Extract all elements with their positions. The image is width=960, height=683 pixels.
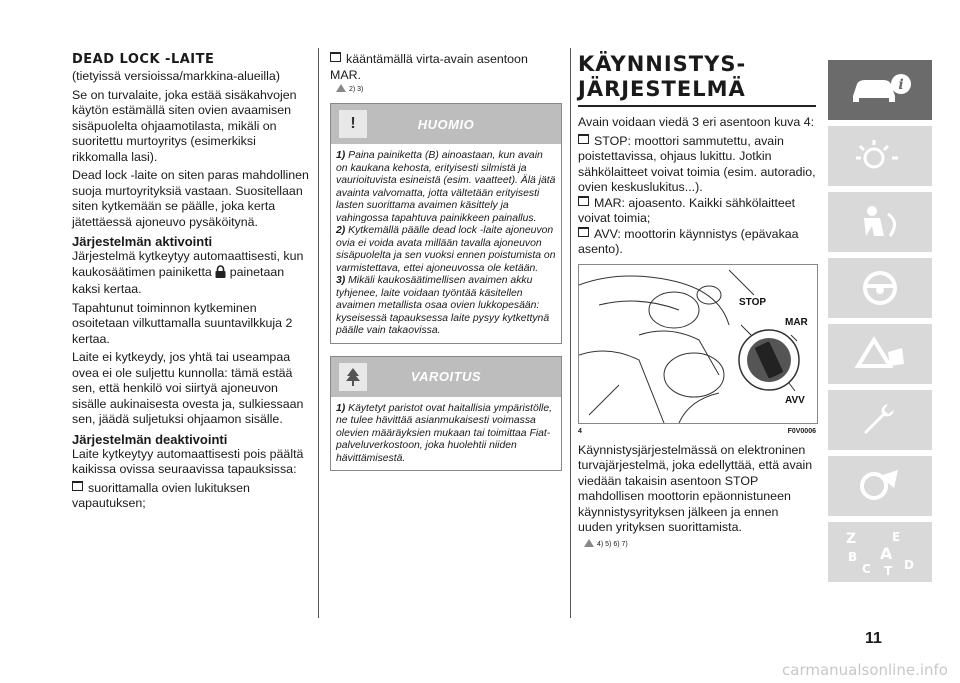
svg-text:i: i	[898, 77, 904, 93]
section-title-dead-lock: DEAD LOCK -LAITE	[72, 52, 215, 67]
tab-driving[interactable]	[828, 258, 932, 318]
tech-data-icon	[850, 466, 910, 506]
bullet-item: kääntämällä virta-avain asentoon MAR.	[330, 52, 562, 83]
title-rule	[578, 105, 816, 107]
warning-triangle-icon	[584, 539, 594, 547]
bullet-item: MAR: ajoasento. Kaikki sähkölaitteet voivat toimia;	[578, 196, 816, 227]
paragraph: Dead lock -laite on siten paras mahdollinen suoja murtoyrityksiä vastaan. Suositellaan siten kytkemään se päälle, joka kerta jätettäessä ajoneuvo pysäköitynä.	[72, 168, 309, 229]
warning-triangle-icon	[336, 84, 346, 92]
car-info-icon	[845, 70, 915, 110]
warning-box-varoitus	[330, 356, 562, 472]
notice-item: 1) Paina painiketta (B) ainoastaan, kun avain on kaukana kehosta, erityisesti silmistä ja vaurioituvista esineistä (esim. vaatteet). Älä jätä avainta valvomatta, jotta vältetään erityisesti lasten suorittama avaimen käsittely ja vahingossa tapahtuva painikkeen painallus.	[336, 150, 556, 224]
svg-text:T: T	[884, 564, 893, 577]
svg-text:D: D	[904, 558, 914, 572]
tab-tech-data[interactable]	[828, 456, 932, 516]
tab-emergency[interactable]	[828, 324, 932, 384]
tab-dashboard-lights[interactable]	[828, 126, 932, 186]
tab-safety[interactable]	[828, 192, 932, 252]
watermark: carmanualsonline.info	[782, 661, 948, 679]
lock-icon	[215, 265, 226, 283]
notice-header	[331, 104, 561, 144]
title-line-2: JÄRJESTELMÄ	[578, 77, 746, 101]
section-title-ignition	[578, 52, 816, 102]
column-divider	[570, 48, 571, 618]
wrench-service-icon	[850, 400, 910, 440]
tab-index[interactable]	[828, 522, 932, 582]
paragraph: Avain voidaan viedä 3 eri asentoon kuva 4:	[578, 115, 815, 129]
ignition-lock-illustration	[579, 265, 817, 423]
notice-box-huomio	[330, 103, 562, 344]
tab-car-info[interactable]	[828, 60, 932, 120]
svg-text:B: B	[848, 550, 858, 564]
heading-deactivation: Järjestelmän deaktivointi	[72, 431, 228, 447]
title-line-1: KÄYNNISTYS-	[578, 52, 747, 76]
column-divider	[318, 48, 319, 618]
label-stop: STOP	[739, 296, 767, 308]
bullet-item: suorittamalla ovien lukituksen vapautuksen;	[72, 481, 310, 512]
bullet-item: STOP: moottori sammutettu, avain poistettavissa, ohjaus lukittu. Jotkin sähkölaitteet voivat toimia (esim. autoradio, ovien keskuslukitus...).	[578, 133, 816, 194]
section-subtitle: (tietyissä versioissa/markkina-alueilla)	[72, 69, 280, 83]
notice-item: 3) Mikäli kaukosäätimellisen avaimen akku tyhjenee, laite voidaan työntää käsitellen avaimen metallista osaa ovien lukkopesään: kyseisessä tapauksessa laite pysyy kytkettynä päälle vain takaovissa.	[336, 275, 550, 336]
tab-service[interactable]	[828, 390, 932, 450]
warning-item: 1) Käytetyt paristot ovat haitallisia ympäristölle, ne tulee hävittää asianmukaisesti voimassa olevien määräyksien mukaan tai toimittaa Fiat-palveluverkostoon, joka huolehtii niiden hävittämisestä.	[336, 402, 553, 464]
figure-code: F0V0006	[787, 427, 816, 435]
warning-references: 2) 3)	[336, 84, 562, 93]
notice-title: HUOMIO	[417, 116, 475, 132]
notice-item: 2) Kytkemällä päälle dead lock -laite ajoneuvon ovia ei voida avata millään tavalla ajoneuvon sisäpuolelta ja sen vuoksi ennen poistumista on varmistettava, ettei ajoneuvossa ole ketään.	[336, 225, 556, 274]
svg-text:Z: Z	[846, 531, 857, 547]
airbag-safety-icon	[850, 202, 910, 242]
warning-triangle-icon	[850, 334, 910, 374]
figure-number: 4	[578, 427, 582, 435]
warning-references: 4) 5) 6) 7)	[584, 539, 816, 548]
paragraph-text: painetaan kaksi kertaa.	[72, 264, 285, 296]
index-abc-icon	[840, 527, 920, 577]
svg-text:E: E	[892, 530, 901, 544]
paragraph: Laite kytkeytyy automaattisesti pois päältä kaikissa ovissa seuraavissa tapauksissa:	[72, 446, 304, 476]
label-avv: AVV	[785, 394, 805, 406]
svg-text:C: C	[862, 562, 871, 576]
tree-environment-icon	[339, 363, 367, 391]
page-number: 11	[865, 630, 882, 647]
heading-activation: Järjestelmän aktivointi	[72, 234, 213, 249]
warning-title: VAROITUS	[410, 369, 482, 384]
label-mar: MAR	[785, 316, 808, 328]
warning-body	[331, 397, 561, 471]
paragraph: Tapahtunut toiminnon kytkeminen osoitetaan vilkuttamalla suuntavilkkuja 2 kertaa.	[72, 300, 293, 346]
column-dead-lock	[72, 52, 310, 512]
ignition-figure	[578, 264, 818, 424]
paragraph: Se on turvalaite, joka estää sisäkahvojen käytön estämällä siten ovien avaamisen sisäpuolelta ohjaamotilasta, mikäli on suoritettu murtoyritys (esimerkiksi rikkomalla lasi).	[72, 87, 297, 164]
chapter-tabs	[828, 60, 932, 588]
paragraph-activation	[72, 249, 310, 298]
paragraph: Laite ei kytkeydy, jos yhtä tai useampaa ovea ei ole suljettu kunnolla: tämä estää sen, että henkilö voi siirtyä ajoneuvon sisälle aukinaisesta ovesta ja, sulkiessaan sen, jäädä suljetuksi ohjaamon sisälle.	[72, 350, 304, 426]
warning-header	[331, 357, 561, 397]
exclamation-icon: !	[339, 110, 367, 138]
paragraph-text: Järjestelmä kytkeytyy automaattisesti, kun kaukosäätimen painiketta	[72, 249, 304, 279]
bullet-item: AVV: moottorin käynnistys (epävakaa asento).	[578, 227, 816, 258]
steering-wheel-icon	[850, 268, 910, 308]
column-ignition	[578, 52, 816, 558]
svg-text:A: A	[880, 544, 893, 563]
dashboard-lights-icon	[850, 136, 910, 176]
paragraph: Käynnistysjärjestelmässä on elektroninen turvajärjestelmä, joka edellyttää, että avain viedään takaisin asentoon STOP mahdollisen moottorin epäonnistuneen käynnistysyrityksen jälkeen ja ennen uuden yrityksen suorittamista.	[578, 442, 813, 534]
figure-caption	[578, 428, 816, 435]
column-notices	[330, 52, 562, 471]
notice-body	[331, 144, 561, 343]
